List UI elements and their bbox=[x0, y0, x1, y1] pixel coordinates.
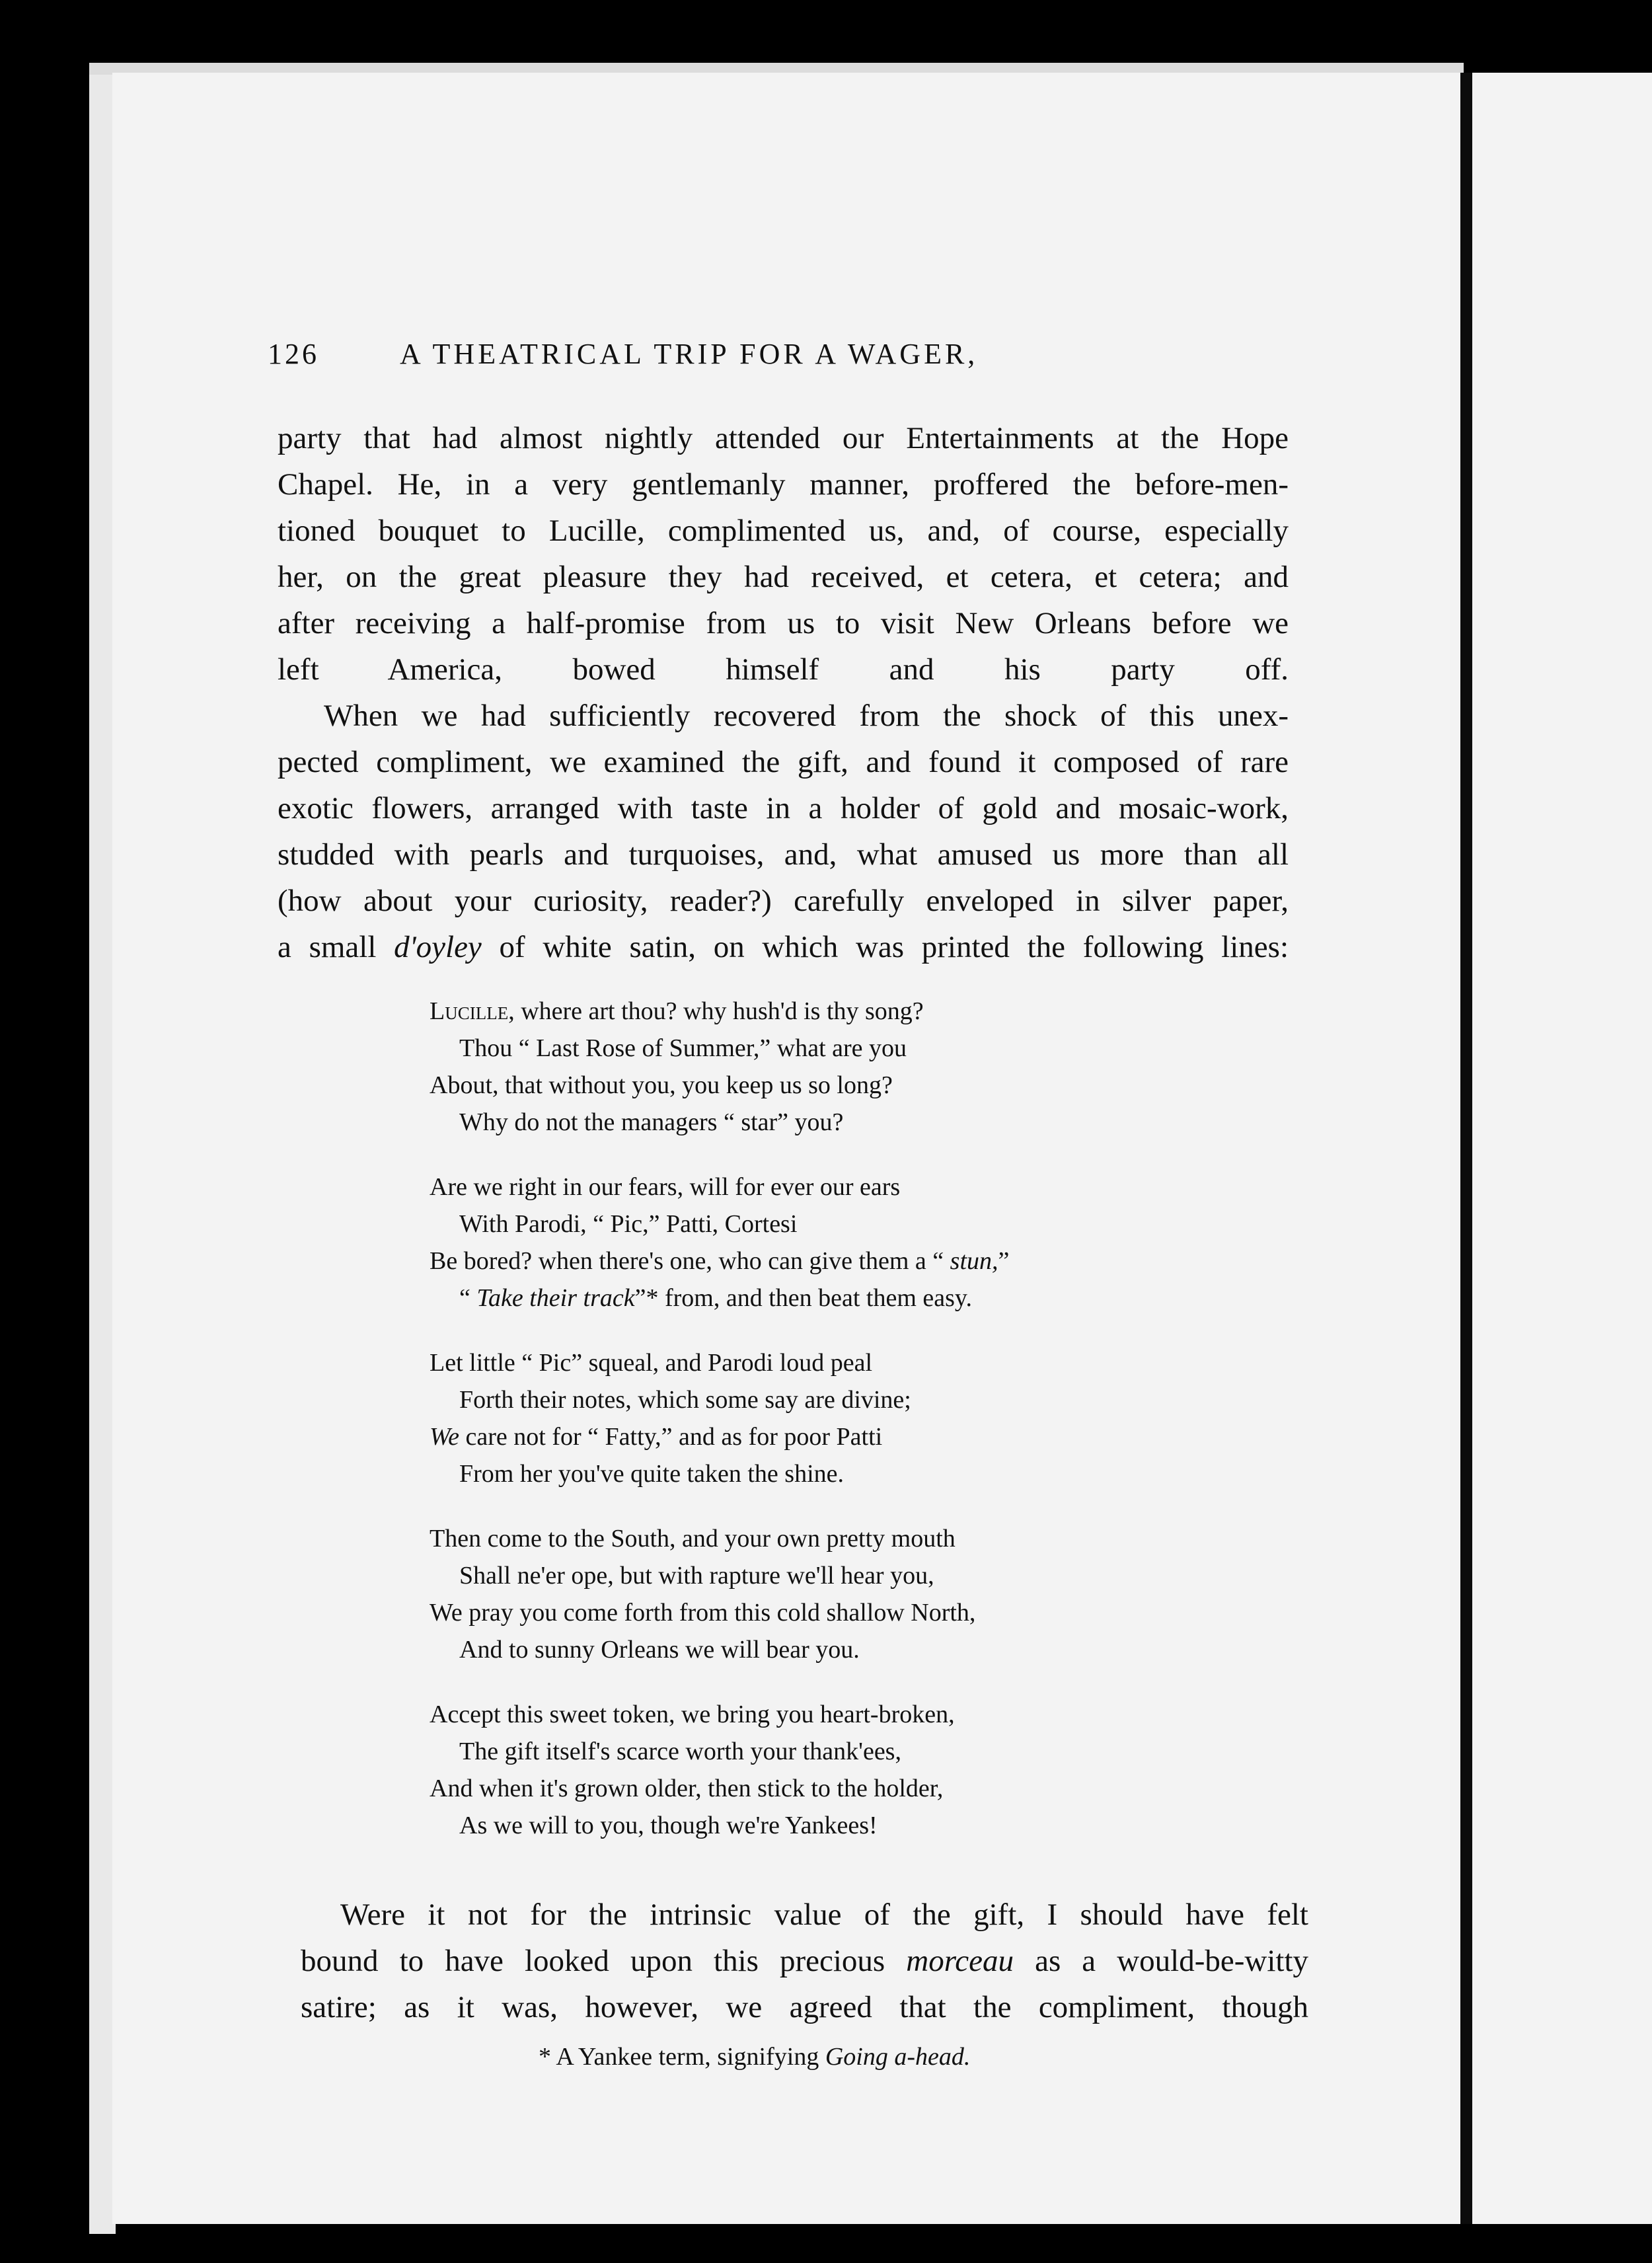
footnote-italic: Going a-head. bbox=[825, 2043, 971, 2071]
text-line: after receiving a half-promise from us to visit New Orleans before we bbox=[278, 606, 1289, 640]
text-line: exotic flowers, arranged with taste in a holder of gold and mosaic-work, bbox=[278, 791, 1289, 825]
text-fragment: ” bbox=[998, 1247, 1010, 1275]
italic-term: We bbox=[430, 1423, 460, 1451]
text-line: When we had sufficiently recovered from the shock of this unex- bbox=[324, 699, 1289, 733]
running-head bbox=[268, 337, 1292, 371]
text-line: her, on the great pleasure they had received, et cetera, et cetera; and bbox=[278, 560, 1289, 594]
gutter bbox=[1460, 73, 1472, 2224]
italic-term: Take their track bbox=[476, 1284, 635, 1312]
text-line: Chapel. He, in a very gentlemanly manner, proffered the before-men- bbox=[278, 467, 1289, 502]
text-line: Were it not for the intrinsic value of the gift, I should have felt bbox=[340, 1898, 1308, 1932]
text-line: left America, bowed himself and his party off. bbox=[278, 652, 1289, 687]
footnote bbox=[539, 2042, 1265, 2071]
poem-line: The gift itself's scarce worth your thank'ees, bbox=[459, 1738, 901, 1765]
paragraph-1 bbox=[278, 415, 1289, 693]
poem-line: From her you've quite taken the shine. bbox=[459, 1460, 844, 1488]
running-title: A THEATRICAL TRIP FOR A WAGER, bbox=[400, 338, 979, 370]
text-line: (how about your curiosity, reader?) carefully enveloped in silver paper, bbox=[278, 884, 1289, 918]
poem-line: Thou “ Last Rose of Summer,” what are you bbox=[459, 1034, 907, 1062]
text-line: pected compliment, we examined the gift, and found it composed of rare bbox=[278, 745, 1289, 779]
poem-line: Forth their notes, which some say are divine; bbox=[459, 1386, 911, 1414]
poem-line bbox=[430, 1243, 1189, 1280]
text-fragment: care not for “ Fatty,” and as for poor Patti bbox=[459, 1423, 883, 1451]
poem-line bbox=[430, 1280, 1189, 1317]
poem-stanza-4 bbox=[430, 1520, 1189, 1668]
poem bbox=[430, 993, 1189, 1872]
poem-stanza-5 bbox=[430, 1696, 1189, 1844]
italic-term: morceau bbox=[906, 1944, 1014, 1978]
body-text bbox=[278, 415, 1289, 970]
text-line: tioned bouquet to Lucille, complimented us, and, of course, especially bbox=[278, 514, 1289, 548]
poem-line: Then come to the South, and your own pretty mouth bbox=[430, 1525, 956, 1553]
text-fragment: bound to have looked upon this precious bbox=[301, 1944, 907, 1978]
poem-line: Are we right in our fears, will for ever our ears bbox=[430, 1173, 901, 1201]
closing-paragraph bbox=[301, 1892, 1308, 2030]
text-fragment: , where art thou? why hush'd is thy song? bbox=[508, 997, 924, 1025]
text-fragment: a small bbox=[278, 930, 394, 964]
paragraph-2 bbox=[278, 693, 1289, 970]
italic-term: stun, bbox=[950, 1247, 998, 1275]
poem-stanza-1 bbox=[430, 993, 1189, 1141]
poem-addressee: Lucille bbox=[430, 997, 509, 1025]
italic-term: d'oyley bbox=[394, 930, 482, 964]
text-fragment: Be bored? when there's one, who can give them a “ bbox=[430, 1247, 950, 1275]
poem-line: Accept this sweet token, we bring you heart-broken, bbox=[430, 1701, 955, 1728]
poem-line: About, that without you, you keep us so long? bbox=[430, 1071, 893, 1099]
poem-stanza-3 bbox=[430, 1344, 1189, 1492]
poem-line: We pray you come forth from this cold shallow North, bbox=[430, 1599, 976, 1627]
footnote-text: * A Yankee term, signifying bbox=[539, 2043, 825, 2071]
text-line: satire; as it was, however, we agreed that the compliment, though bbox=[301, 1990, 1308, 2024]
poem-stanza-2 bbox=[430, 1169, 1189, 1317]
poem-line: Shall ne'er ope, but with rapture we'll hear you, bbox=[459, 1562, 934, 1590]
facing-page bbox=[1472, 73, 1652, 2224]
text-line: studded with pearls and turquoises, and, what amused us more than all bbox=[278, 837, 1289, 872]
text-fragment: as a would-be-witty bbox=[1014, 1944, 1309, 1978]
text-line bbox=[301, 1938, 1308, 1984]
page-number: 126 bbox=[268, 338, 319, 370]
poem-line bbox=[430, 993, 1189, 1030]
text-fragment: ”* from, and then beat them easy. bbox=[634, 1284, 972, 1312]
poem-line: And when it's grown older, then stick to the holder, bbox=[430, 1775, 944, 1802]
poem-line: And to sunny Orleans we will bear you. bbox=[459, 1636, 860, 1664]
poem-line bbox=[430, 1418, 1189, 1455]
poem-line: With Parodi, “ Pic,” Patti, Cortesi bbox=[459, 1210, 798, 1238]
text-fragment: “ bbox=[459, 1284, 477, 1312]
paragraph-3 bbox=[301, 1892, 1308, 2030]
poem-line: Why do not the managers “ star” you? bbox=[459, 1108, 844, 1136]
page-stack-edge bbox=[89, 63, 116, 2234]
text-fragment: of white satin, on which was printed the following lines: bbox=[481, 930, 1289, 964]
poem-line: Let little “ Pic” squeal, and Parodi loud peal bbox=[430, 1349, 873, 1377]
text-line bbox=[278, 924, 1289, 970]
poem-line: As we will to you, though we're Yankees! bbox=[459, 1812, 878, 1839]
text-line: party that had almost nightly attended our Entertainments at the Hope bbox=[278, 421, 1289, 455]
